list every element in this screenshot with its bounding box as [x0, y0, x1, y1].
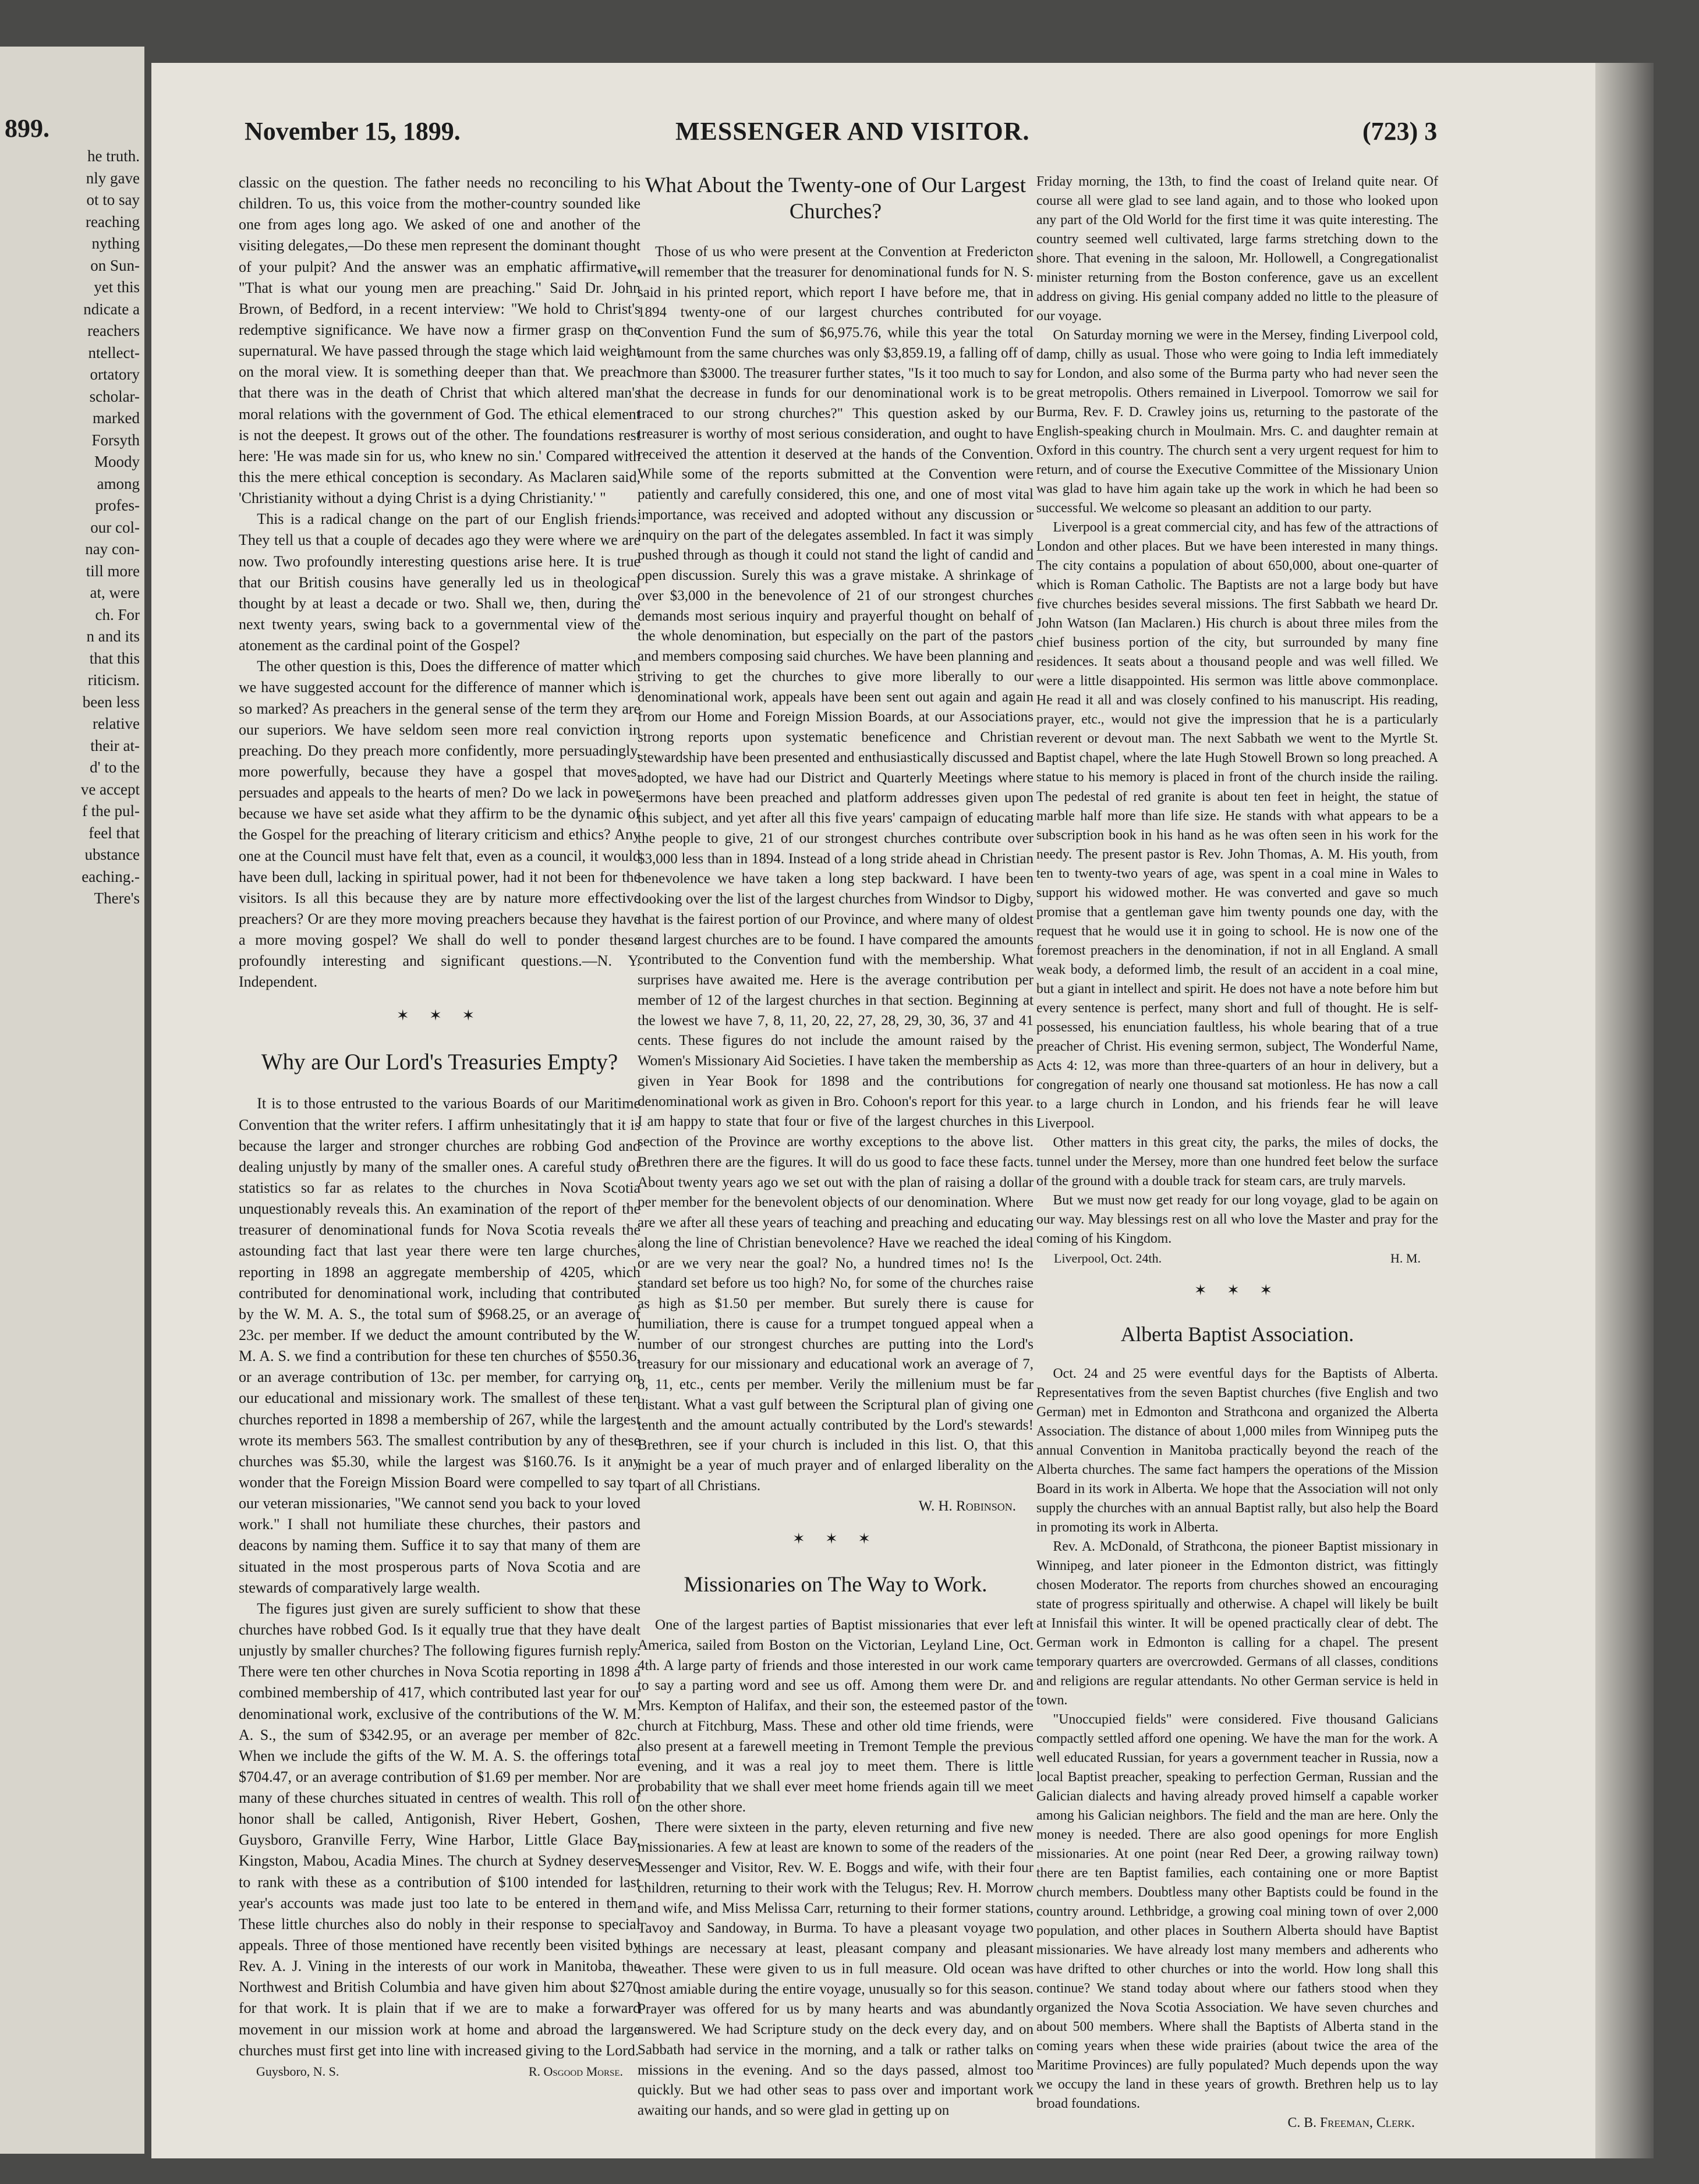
left-page-fragment-line: among	[97, 474, 140, 492]
paragraph: One of the largest parties of Baptist missionaries that ever left America, sailed from Boston on the Victorian, Leyland Line, Oct. 4th. A large party of friends and those interested in our work came to say a parting word and see us off. Among them were Dr. and Mrs. Kempton of Halifax, and their son, the esteemed pastor of the church at Fitchburg, Mass. These and other old time friends, were also present at a farewell meeting in Tremont Temple the previous evening, and it was a real joy to meet them. There is little probability that we shall ever meet home friends again till we meet on the other shore.	[638, 1617, 1033, 1815]
paragraph: There were sixteen in the party, eleven returning and five new missionaries. A few at least are known to some of the readers of the Messenger and Visitor, Rev. W. E. Boggs and wife, with their four children, returning to their work with the Telugus; Rev. H. Morrow and wife, and Miss Melissa Carr, returning to their former stations, Tavoy and Sandoway, in Burma. To have a pleasant voyage two things are necessary at least, pleasant company and pleasant weather. These were given to us in full measure. Old ocean was most amiable during the entire voyage, unusually so for this season. Prayer was offered for us by many hearts and was abundantly answered. We had Scripture study on the deck every day, and on Sabbath had service in the morning, and a talk or rather talks on missions in the evening. And so the days passed, almost too quickly. But we had other seas to pass over and important work awaiting our hands, and so were glad in getting up on	[638, 1819, 1033, 2118]
left-page-fragment-line: ve accept	[80, 780, 140, 798]
left-page-fragment-line: ntellect-	[88, 343, 140, 361]
left-page-fragment-line: that this	[89, 649, 140, 667]
page-edge	[1595, 63, 1654, 2158]
article-title: Alberta Baptist Association.	[1120, 1322, 1354, 1346]
left-page-fragment-line: at, were	[90, 584, 140, 601]
column-2	[638, 172, 1033, 2121]
column-3	[1036, 172, 1438, 2133]
left-page-fragment-line: ot to say	[86, 191, 140, 208]
article-signature	[1036, 1249, 1438, 1268]
paragraph: Oct. 24 and 25 were eventful days for the Baptists of Alberta. Representatives from the seven Baptist churches (five English and two German) met in Edmonton and Strathcona and organized the Alberta Association. The distance of about 1,000 miles from Winnipeg puts the annual Convention in Manitoba practically beyond the reach of the Alberta churches. The same fact hampers the operations of the Mission Board in its work in Alberta. We hope that the Association will not only supply the churches with an annual Baptist rally, but also help the Board in promoting its work in Alberta.	[1036, 1366, 1438, 1535]
left-page-fragment-line: There's	[94, 889, 140, 907]
page-date: November 15, 1899.	[245, 117, 461, 146]
page-number: (723) 3	[1362, 117, 1438, 146]
left-page-fragment-line: f the pul-	[82, 802, 140, 820]
left-page-fragment-line: ortatory	[90, 366, 140, 383]
left-page-fragment-line: feel that	[89, 824, 140, 842]
signature-name: C. B. Freeman, Clerk.	[1287, 2115, 1415, 2131]
signature-name: R. Osgood Morse.	[528, 2064, 623, 2079]
left-page-fragment-line: scholar-	[89, 387, 140, 405]
newspaper-page	[151, 63, 1595, 2158]
paragraph: Friday morning, the 13th, to find the coast of Ireland quite near. Of course all were glad to see land again, and to those who looked upon any part of the Old World for the first time it was quite interesting. The country seemed well cultivated, large farms stretching down to the shore. That evening in the saloon, Mr. Hollowell, a Congregationalist minister returning from the Boston conference, gave us an excellent address on giving. His genial company added no little to the pleasure of our voyage.	[1036, 174, 1438, 324]
left-page-fragment-line: Forsyth	[91, 431, 140, 449]
signature-name: W. H. Robinson.	[918, 1498, 1016, 1514]
left-page-fragment-line: nly gave	[86, 169, 140, 187]
left-page-fragment-line: d' to the	[90, 758, 140, 776]
section-ornament: ✶ ✶ ✶	[1194, 1281, 1281, 1299]
paragraph: The other question is this, Does the difference of matter which we have suggested account for the difference of manner which is so marked? As preachers in the general sense of the term they are our superiors. We have seldom seen more real conviction in preaching. Do they preach more confidently, more persuadingly, more powerfully, because they have a gospel that moves, persuades and appeals to the hearts of men? Do we lack in power because we have set aside what they affirm to be the dynamic of the Gospel for the preaching of literary criticism and ethics? Any one at the Council must have felt that, even as a council, it would have been dull, lacking in spiritual power, had it not been for the visitors. Is all this because they are by nature more effective preachers? Or are they more moving preachers because they have a more moving gospel? We shall do well to ponder these profoundly interesting and significant questions.—N. Y. Independent.	[239, 658, 640, 991]
left-page-fragment-line: riticism.	[87, 671, 140, 689]
column-1	[239, 172, 640, 2082]
masthead-title: MESSENGER AND VISITOR.	[675, 117, 1030, 146]
left-page-fragment-line: our col-	[90, 518, 140, 536]
left-page-fragment-line: ch. For	[95, 605, 140, 623]
paragraph: It is to those entrusted to the various Boards of our Maritime Convention that the writer refers. I affirm unhesitatingly that it is because the larger and stronger churches are robbing God and dealing unjustly by many of the smaller ones. A careful study of statistics so far as relates to the churches in Nova Scotia unquestionably reveals this. An examination of the report of the treasurer of denominational funds for Nova Scotia reveals the astounding fact that last year there were ten large churches, reporting in 1898 an aggregate membership of 4205, which contributed for denominational work, including that contributed by the W. M. A. S., the total sum of $968.25, or an average of 23c. per member. If we deduct the amount contributed by the W. M. A. S. we find a contribution for these ten churches of $550.36, or an average contribution of 13c. per member, for carrying on our educational and missionary work. The smallest of these ten churches reported in 1898 a membership of 267, while the largest wrote its members 563. The smallest contribution by any of these churches was $5.30, while the largest was $160.76. Is it any wonder that the Foreign Mission Board were compelled to say to our veteran missionaries, "We cannot send you back to your loved work." I shall not humiliate these churches, their pastors and deacons by naming them. Suffice it to say that many of them are situated in the most prosperous parts of Nova Scotia and are stewards of comparatively large wealth.	[239, 1095, 640, 1596]
paragraph: On Saturday morning we were in the Mersey, finding Liverpool cold, damp, chilly as usual. Those who were going to India left immediately for London, and also some of the Burma party who had never seen the great metropolis. Others remained in Liverpool. Tomorrow we sail for Burma, Rev. F. D. Crawley joins us, returning to the pastorate of the English-speaking church in Moulmain. Mrs. C. and daughter remain at Oxford in this country. The church sent a very urgent request for him to return, and of course the Executive Committee of the Missionary Union was glad to have him again take up the work in which he had been so successful. We welcome so pleasant an addition to our party.	[1036, 328, 1438, 516]
left-page-fragment-line: been less	[82, 693, 140, 711]
paragraph: classic on the question. The father needs no reconciling to his children. To us, this voice from the mother-country sounded like one from ages long ago. We asked of one and another of the visiting delegates,—Do these men represent the dominant thought of your pulpit? And the answer was an emphatic affirmative, "That is what our young men are preaching." Said Dr. John Brown, of Bedford, in a recent interview: "We hold to Christ's redemptive significance. We have now a firmer grasp on the supernatural. We have passed through the stage which laid weight on the moral view. It is something deeper than that. We preach that there was in the death of Christ that which altered man's moral relations with the government of God. The ethical element is not the deepest. It grows out of the other. The foundations rest here: 'He was made sin for us, who knew no sin.' Compared with this the mere ethical conception is secondary. As Maclaren said, 'Christianity without a dying Christ is a dying Christianity.' "	[239, 174, 640, 507]
left-page-fragment-line: eaching.-	[82, 867, 140, 885]
signature-initials: H. M.	[1390, 1250, 1421, 1265]
left-page-fragment-line: ubstance	[84, 846, 140, 863]
article-signature	[239, 2061, 640, 2082]
left-page-fragment-line: nything	[91, 235, 140, 252]
paragraph: But we must now get ready for our long voyage, glad to be again on our way. May blessings rest on all who love the Master and pray for the coming of his Kingdom.	[1036, 1192, 1438, 1246]
left-page-fragment-line: reaching	[86, 212, 140, 231]
left-page-fragment-line: relative	[93, 715, 140, 732]
left-page-fragment-line: Moody	[94, 453, 140, 470]
left-page-fragment-line: on Sun-	[90, 256, 140, 274]
paragraph: The figures just given are surely sufficient to show that these churches have robbed God. Is it equally true that they have dealt unjustly by smaller churches? The following figures furnish reply. There were ten other churches in Nova Scotia reporting in 1898 a combined membership of 417, which contributed last year for our denominational work, exclusive of the contributions of the W. M. A. S., the sum of $342.95, or an average per member of 82c. When we include the gifts of the W. M. A. S. the offerings total $704.47, or an average contribution of $1.69 per member. Nor are many of these churches situated in centres of wealth. This roll of honor shall be called, Antigonish, River Hebert, Goshen, Guysboro, Granville Ferry, Wine Harbor, Little Glace Bay, Kingston, Mabou, Acadia Mines. The church at Sydney deserves to rank with these as a contribution of $100 intended for last year's accounts was made just too late to be entered in them. These little churches also do nobly in their response to special appeals. Three of those mentioned have recently been visited by Rev. A. J. Vining in the interests of our work in Manitoba, the Northwest and British Columbia and have given him about $270 for that work. It is plain that if we are to make a forward movement in our mission work at home and abroad the large churches must first get into line with increased giving to the Lord.	[239, 1600, 640, 2059]
left-page-fragment-line: yet this	[94, 278, 140, 296]
left-page-fragment-line: ndicate a	[83, 300, 140, 318]
left-page-fragment	[0, 47, 144, 2154]
left-page-fragment-line: reachers	[87, 322, 140, 339]
paragraph: Those of us who were present at the Convention at Fredericton will remember that the treasurer for denominational funds for N. S. said in his printed report, which report I have before me, that in 1894 twenty-one of our largest churches contributed for Convention Fund the sum of $6,975.76, while this year the total amount from the same churches was only $3,859.19, a falling off of more than $3000. The treasurer further states, "Is it too much to say that the decrease in funds for our denominational work is to be traced to our strong churches?" This question asked by our treasurer is worthy of most serious consideration, and ought to have received the attention it deserved at the hands of the Convention. While some of the reports submitted at the Convention were patiently and carefully considered, this one, and one of most vital importance, was received and adopted without any discussion or inquiry on the part of the delegates assembled. In fact it was simply pushed through as though it could not stand the light of candid and open discussion. Surely this was a grave mistake. A shrinkage of over $3,000 in the benevolence of 21 of our strongest churches demands most serious inquiry and prayerful thought on behalf of the whole denomination, but especially on the part of the pastors and members composing said churches. We have been planning and striving to get the churches to give more liberally to our denominational work, appeals have been sent out again and again from our Home and Foreign Mission Boards, at our Associations strong reports upon systematic beneficence and Christian stewardship have been presented and enthusiastically discussed and adopted, we have had our District and Quarterly Meetings where sermons have been preached and platform addresses given upon this subject, and yet after all this five years' campaign of educating the people to give, 21 of our strongest churches contribute over $3,000 less than in 1894. Instead of a long stride ahead in Christian benevolence we have taken a long step backward. I have been looking over the list of the largest churches from Windsor to Digby, that is the fairest portion of our Province, and where many of oldest and largest churches are to be found. I have compared the amounts contributed to the Convention fund with the membership. What surprises have awaited me. Here is the average contribution per member of 12 of the largest churches in that section. Beginning at the lowest we have 7, 8, 11, 20, 22, 27, 28, 29, 30, 36, 37 and 41 cents. These figures do not include the amount raised by the Women's Missionary Aid Societies. I have taken the membership as given in Year Book for 1898 and the contributions for denominational work as given in Bro. Cohoon's report for this year. I am happy to state that four or five of the largest churches in this section of the Province are worthy exceptions to the above list. Brethren there are the figures. It will do us good to face these facts. About twenty years ago we set out with the plan of raising a dollar per member for the benevolent objects of our denomination. Where are we after all these years of teaching and preaching and educating along the line of Christian benevolence? Have we reached the ideal or are we very near the goal? No, a hundred times no! Is the standard set before us too high? No, for some of the churches raise as high as $1.50 per member. But surely there is cause for humiliation, there is cause for a trumpet tongued appeal when a number of our strongest churches are putting into the Lord's treasury for our missionary and educational work an average of 7, 8, 11, etc., cents per member. Verily the millenium must be far distant. What a vast gulf between the Scriptural plan of giving one tenth and the amount actually contributed by the Lord's stewards! Brethren, see if your church is included in this list. O, that this might be a year of much prayer and of enlarged liberality on the part of all Christians.	[638, 244, 1033, 1494]
dateline: Liverpool, Oct. 24th.	[1054, 1250, 1162, 1265]
section-ornament: ✶ ✶ ✶	[792, 1530, 879, 1548]
left-page-fragment-line: he truth.	[87, 147, 140, 165]
signature-place: Guysboro, N. S.	[256, 2064, 339, 2079]
paragraph: Rev. A. McDonald, of Strathcona, the pioneer Baptist missionary in Winnipeg, and later pioneer in the Edmonton district, was fittingly chosen Moderator. The reports from churches showed an encouraging state of progress spiritually and otherwise. A chapel will likely be built at Innisfail this winter. It will be opened practically clear of debt. The German work in Edmonton is calling for a chapel. The present temporary quarters are overcrowded. Germans of all classes, conditions and religions are regular attendants. No other German service is held in town.	[1036, 1538, 1438, 1708]
article-title: Why are Our Lord's Treasuries Empty?	[261, 1049, 618, 1075]
paragraph: This is a radical change on the part of our English friends. They tell us that a couple of decades ago they were where we are now. Two profoundly interesting questions arise here. It is true that our British cousins have generally led us in theological thought by at least a decade or two. Shall we, then, during the next twenty years, swing back to a governmental view of the atonement as the cardinal point of the Gospel?	[239, 510, 640, 654]
left-page-fragment-line: nay con-	[85, 540, 140, 558]
left-page-fragment-line: n and its	[86, 627, 140, 645]
left-page-fragment-line: marked	[93, 409, 140, 427]
paragraph: Liverpool is a great commercial city, and has few of the attractions of London and other places. But we have been interested in many things. The city contains a population of about 650,000, about one-quarter of which is Roman Catholic. The Baptists are not a large body but have five churches besides several missions. The first Sabbath we heard Dr. John Watson (Ian Maclaren.) His church is about three miles from the chief business portion of the city, but surrounded by many fine residences. It seats about a thousand people and was well filled. We were a little disappointed. His sermon was little above commonplace. He read it all and was closely confined to his manuscript. His reading, prayer, etc., would not give the impression that he is a particularly reverent or devout man. The next Sabbath we went to the Myrtle St. Baptist chapel, where the late Hugh Stowell Brown so long preached. A statue to his memory is placed in front of the church inside the railing. The pedestal of red granite is about ten feet in height, the statue of marble half more than life size. He stands with what appears to be a subscription book in his hand as he was often seen in his work for the needy. The present pastor is Rev. John Thomas, A. M. His youth, from ten to twenty-two years of age, was spent in a coal mine in Wales to support his widowed mother. He was converted and gave so much promise that a gentleman gave him twenty pounds one day, with the request that he would use it in going to school. He is now one of the foremost preachers in the denomination, if not in all England. A small weak body, a deformed limb, the result of an accident in a coal mine, but a giant in intellect and spirit. He does not have a note before him but every sentence is perfect, many short and full of thought. He is self-possessed, his enunciation faultless, his whole bearing that of a true preacher of Christ. His evening sermon, subject, The Wonderful Name, Acts 4: 12, was more than three-quarters of an hour in delivery, but a congregation of nearly one thousand sat motionless. He has now a call to a large church in London, and his friends fear he will leave Liverpool.	[1036, 520, 1438, 1131]
article-title: What About the Twenty-one of Our Largest Churches?	[645, 173, 1027, 224]
article-title: Missionaries on The Way to Work.	[684, 1573, 987, 1597]
left-page-fragment-line: their at-	[90, 736, 140, 754]
section-ornament: ✶ ✶ ✶	[396, 1007, 483, 1024]
left-page-fragment-line: profes-	[95, 497, 140, 514]
paragraph: "Unoccupied fields" were considered. Five thousand Galicians compactly settled afford one opening. We have the man for the work. A well educated Russian, for years a government teacher in Russia, now a local Baptist preacher, speaking to perfection German, Russian and the Galician dialects and having already proved himself a capable worker among his Galician neighbors. The field and the man are here. Only the money is needed. There are also good openings for more English missionaries. At one point (near Red Deer, a growing railway town) there are ten Baptist families, each containing one or more Baptist church members. Doubtless many other Baptists could be found in the country around. Lethbridge, a growing coal mining town of over 2,000 population, and other places in Southern Alberta should have Baptist missionaries. We have already lost many members and adherents who have drifted to other churches or into the world. How long shall this continue? We stand today about where our fathers stood when they organized the Nova Scotia Association. We have seven churches and about 500 members. Where shall the Baptists of Alberta stand in the coming years when these wide prairies (about twice the area of the Maritime Provinces) are fully populated? Much depends upon the way we occupy the land in these years of growth. Brethren help us to lay broad foundations.	[1036, 1711, 1438, 2112]
left-page-fragment-line: till more	[86, 562, 140, 580]
left-page-year: 899.	[5, 114, 49, 143]
paragraph: Other matters in this great city, the parks, the miles of docks, the tunnel under the Mersey, more than one hundred feet below the surface of the ground with a double track for steam cars, are truly marvels.	[1036, 1134, 1438, 1189]
